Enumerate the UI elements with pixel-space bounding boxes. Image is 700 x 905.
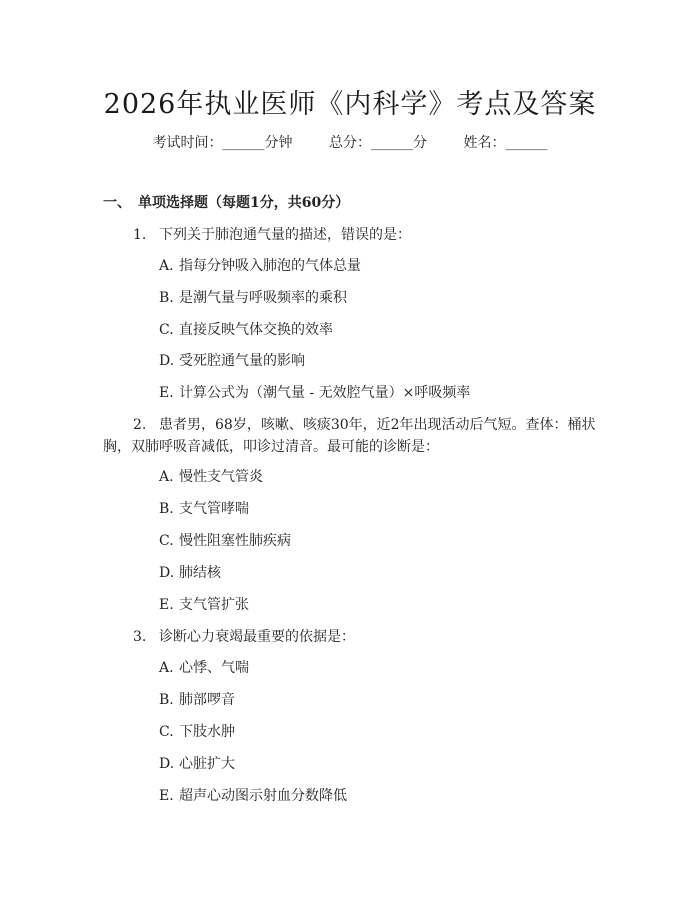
option-text: 是潮气量与呼吸频率的乘积 [179,290,347,306]
section-title: 单项选择题（每题1分，共60分） [138,195,350,211]
option-letter: B. [159,501,174,517]
question-number: 3. [133,629,147,645]
option-letter: D. [159,353,175,369]
option-item [159,722,235,742]
option-text: 受死腔通气量的影响 [179,353,305,369]
option-item [159,383,470,403]
option-text: 心悸、气喘 [179,660,249,676]
option-item [159,531,291,551]
option-letter: D. [159,565,175,581]
option-text: 慢性支气管炎 [179,469,263,485]
question-text: 诊断心力衰竭最重要的依据是： [159,629,355,645]
question-stem [103,414,603,458]
total-score-field: 总分：______分 [329,135,427,151]
option-item [159,754,235,774]
question-text: 患者男，68岁，咳嗽、咳痰30年，近2年出现活动后气短。查体：桶状胸，双肺呼吸音减低，叩诊过清音。最可能的诊断是： [103,417,596,455]
option-text: 指每分钟吸入肺泡的气体总量 [179,258,361,274]
exam-time-field: 考试时间：______分钟 [152,135,293,151]
option-text: 下肢水肿 [179,724,235,740]
question-number: 2. [133,417,147,433]
option-letter: B. [159,290,174,306]
option-letter: A. [159,469,174,485]
option-letter: B. [159,692,174,708]
question-stem [103,626,603,648]
exam-info [0,132,700,152]
option-letter: C. [159,322,174,338]
option-item [159,499,249,519]
option-letter: D. [159,756,175,772]
option-letter: C. [159,533,174,549]
section-heading [103,192,349,212]
page-title: 2026年执业医师《内科学》考点及答案 [103,89,597,120]
option-letter: E. [159,788,174,804]
option-item [159,563,221,583]
option-letter: A. [159,258,174,274]
option-item [159,595,249,615]
name-field: 姓名：______ [463,135,548,151]
option-text: 支气管哮喘 [179,501,249,517]
option-item [159,256,361,276]
question-number: 1. [133,227,147,243]
option-item [159,467,263,487]
option-text: 肺部啰音 [179,692,235,708]
option-text: 肺结核 [179,565,221,581]
section-number: 一、 [103,195,131,211]
option-text: 心脏扩大 [179,756,235,772]
question-text: 下列关于肺泡通气量的描述，错误的是： [159,227,411,243]
option-text: 超声心动图示射血分数降低 [179,788,347,804]
option-item [159,786,347,806]
question-stem [103,224,603,246]
option-letter: C. [159,724,174,740]
option-item [159,658,249,678]
option-text: 支气管扩张 [179,597,249,613]
option-item [159,351,305,371]
option-text: 计算公式为（潮气量 - 无效腔气量）×呼吸频率 [179,385,471,401]
option-item [159,288,347,308]
option-letter: E. [159,597,174,613]
option-item [159,690,235,710]
option-text: 慢性阻塞性肺疾病 [179,533,291,549]
option-letter: E. [159,385,174,401]
option-text: 直接反映气体交换的效率 [179,322,333,338]
option-letter: A. [159,660,174,676]
option-item [159,320,333,340]
